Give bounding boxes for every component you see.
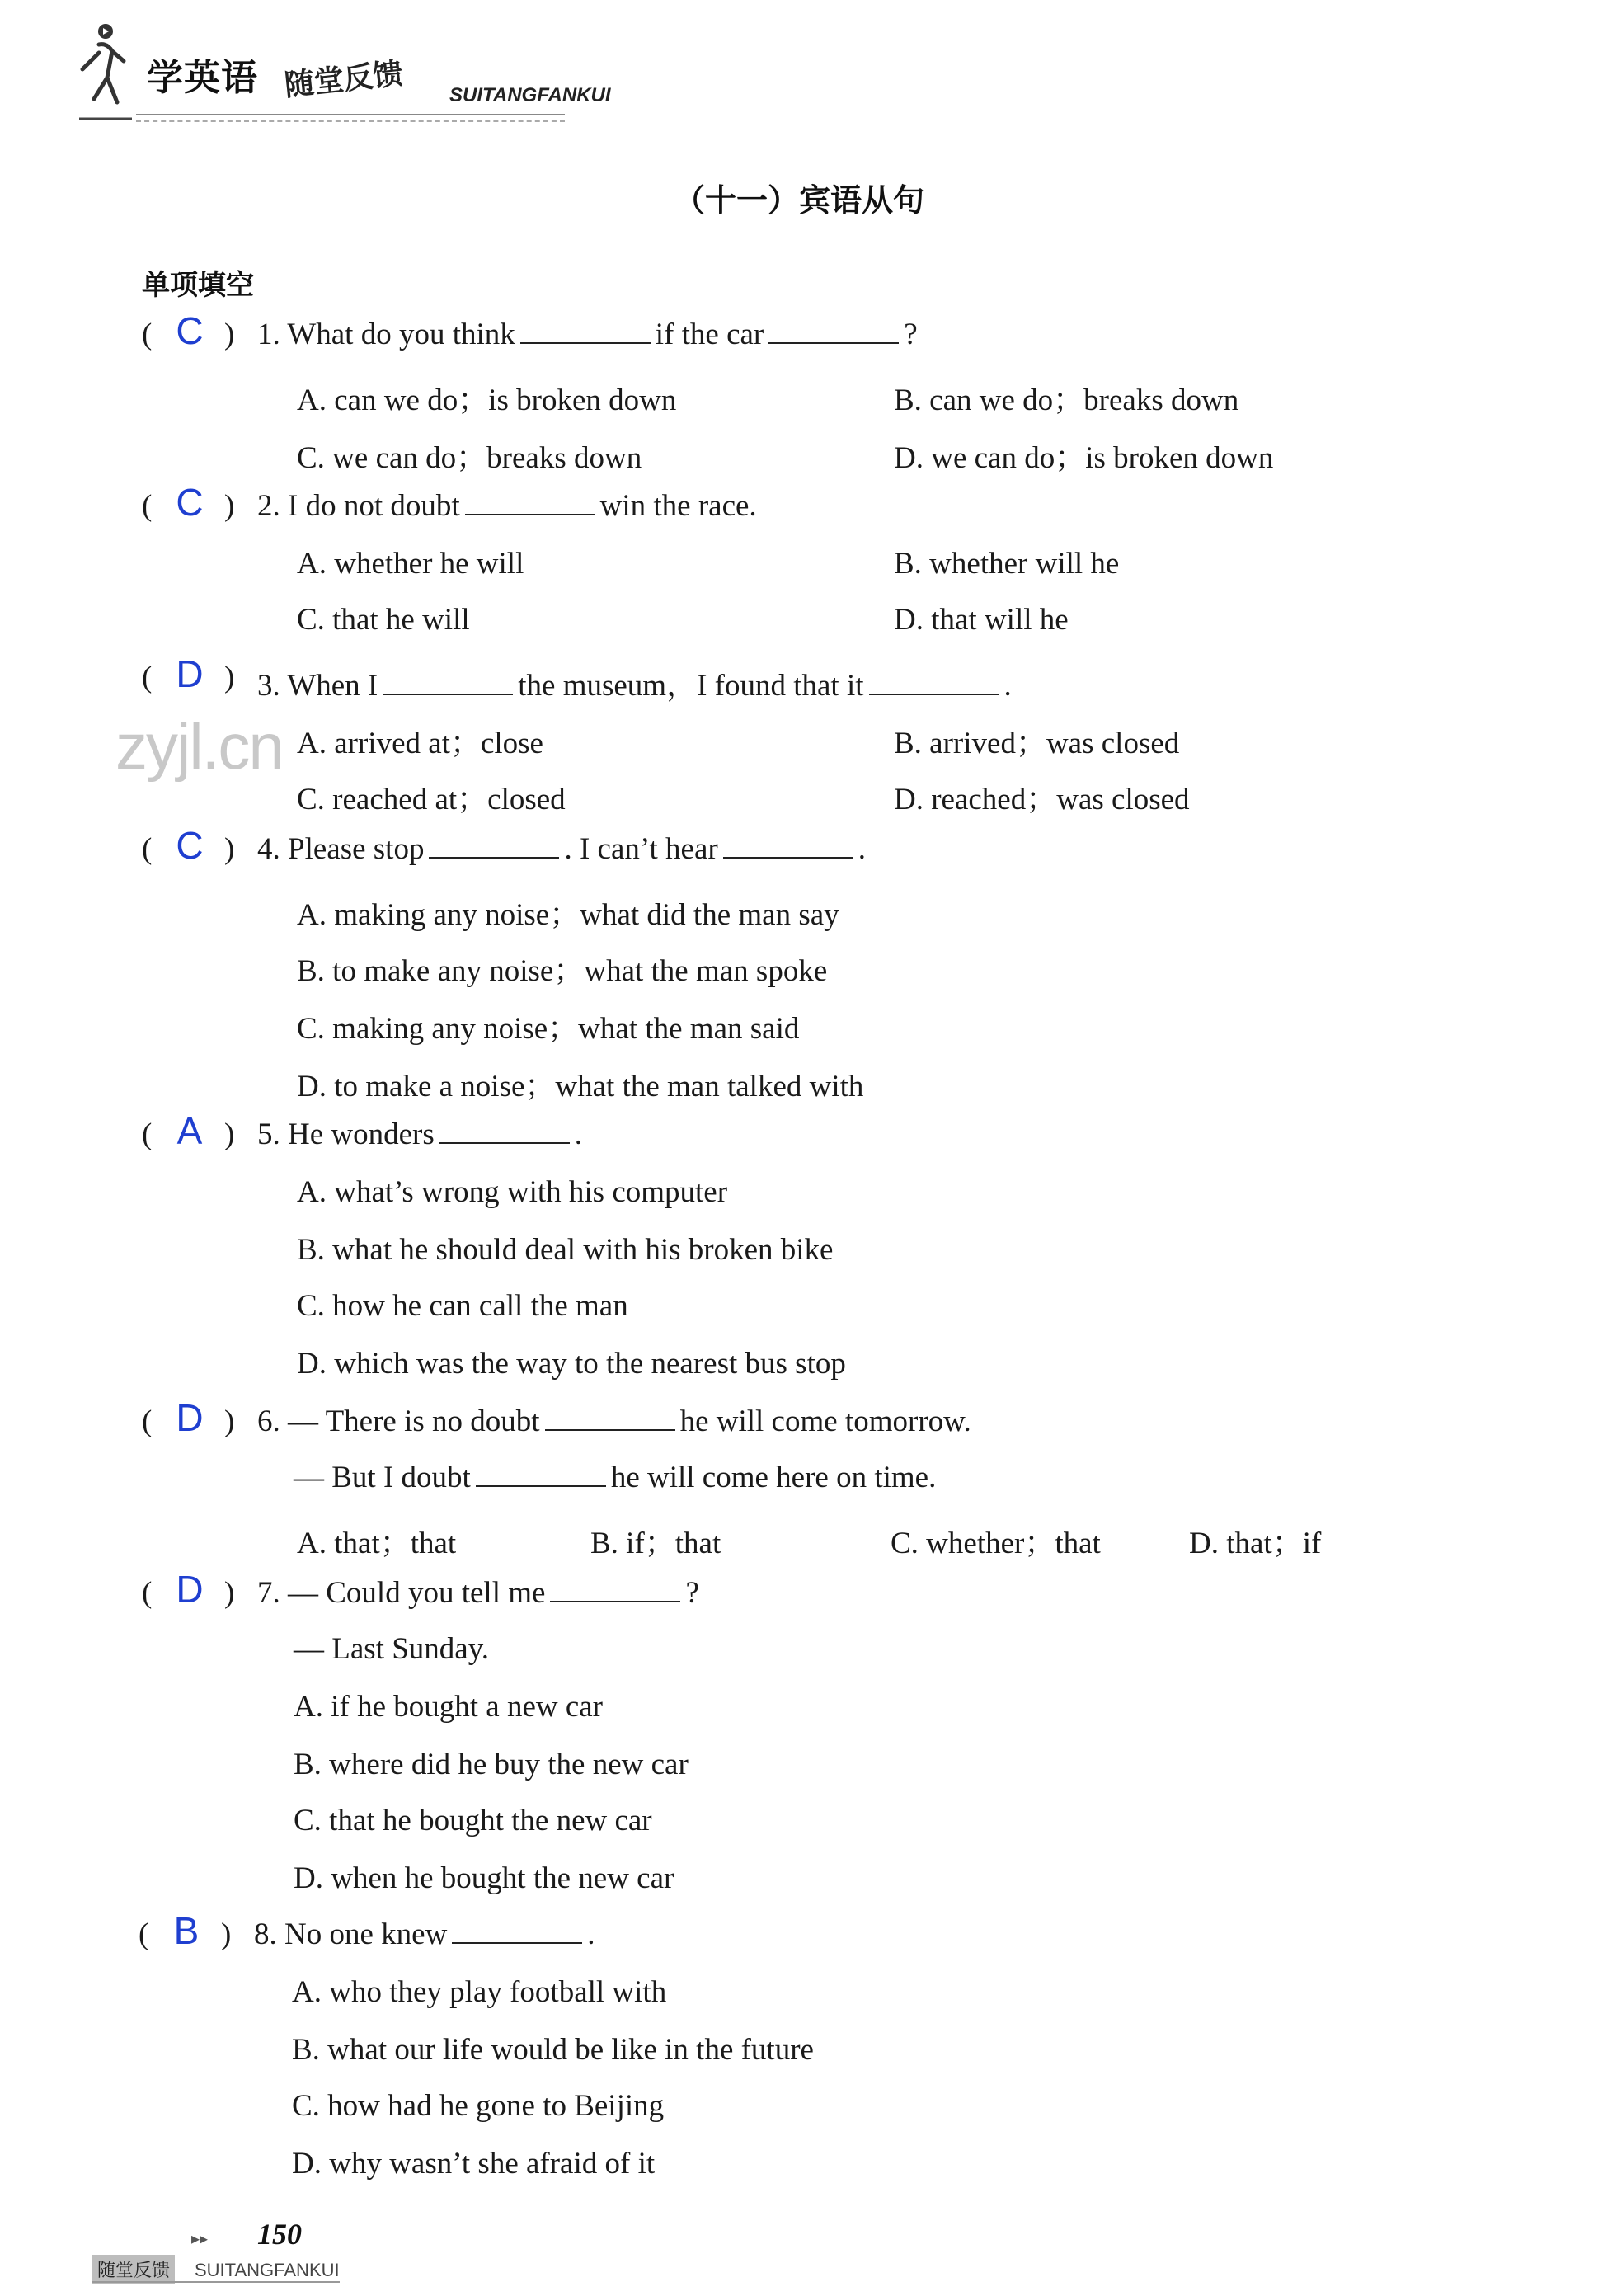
- paren-open: (: [139, 1917, 149, 1951]
- paren-open: (: [142, 1117, 153, 1151]
- question-stem: 6. — There is no doubt he will come tomorrow.: [257, 1404, 971, 1438]
- option-c: C. we can do；breaks down: [297, 441, 642, 475]
- option-b: B. whether will he: [894, 547, 1120, 581]
- page-number: 150: [257, 2218, 302, 2251]
- answer-blank: [465, 489, 595, 515]
- logo-figure-icon: [74, 20, 140, 127]
- paren-open: (: [142, 318, 153, 351]
- question-stem: 3. When I the museum，I found that it .: [257, 669, 1012, 703]
- header-rule: [136, 114, 565, 115]
- question-stem: 7. — Could you tell me ?: [257, 1576, 699, 1610]
- option-a: A. who they play football with: [292, 1975, 667, 2009]
- paren-open: (: [142, 1576, 153, 1610]
- answer-blank: [723, 832, 853, 859]
- paren-open: (: [142, 661, 153, 694]
- option-c: C. reached at；closed: [297, 783, 566, 816]
- paren-close: ): [224, 1117, 235, 1151]
- option-b: B. arrived；was closed: [894, 727, 1180, 760]
- option-c: C. how had he gone to Beijing: [292, 2089, 665, 2123]
- header-dashed-rule: [136, 120, 565, 122]
- option-c: C. making any noise；what the man said: [297, 1012, 800, 1046]
- paren-open: (: [142, 1404, 153, 1438]
- option-a: A. what’s wrong with his computer: [297, 1175, 728, 1209]
- option-a: A. if he bought a new car: [294, 1690, 604, 1724]
- answer-8: B: [173, 1909, 200, 1952]
- answer-7: D: [176, 1568, 204, 1611]
- question-stem: 5. He wonders .: [257, 1117, 583, 1151]
- answer-blank: [768, 318, 899, 344]
- option-c: C. that he will: [297, 603, 470, 637]
- answer-5: A: [176, 1109, 203, 1152]
- option-d: D. which was the way to the nearest bus stop: [297, 1347, 846, 1381]
- answer-blank: [452, 1917, 582, 1944]
- paren-close: ): [224, 1576, 235, 1610]
- answer-blank: [476, 1461, 606, 1487]
- answer-4: C: [176, 824, 204, 867]
- option-c: C. whether；that: [891, 1527, 1101, 1560]
- option-a: A. arrived at；close: [297, 727, 543, 760]
- paren-close: ): [224, 832, 235, 866]
- option-a: A. can we do；is broken down: [297, 383, 677, 417]
- answer-blank: [550, 1576, 680, 1602]
- question-stem-line-2: — But I doubt he will come here on time.: [294, 1461, 937, 1494]
- paren-close: ): [224, 318, 235, 351]
- answer-blank: [429, 832, 559, 859]
- option-c: C. how he can call the man: [297, 1289, 628, 1323]
- paren-open: (: [142, 489, 153, 523]
- brand-english: SUITANGFANKUI: [449, 84, 611, 106]
- answer-1: C: [176, 309, 204, 352]
- paren-close: ): [224, 489, 235, 523]
- option-d: D. reached；was closed: [894, 783, 1190, 816]
- answer-blank: [869, 669, 999, 695]
- option-a: A. that；that: [297, 1527, 457, 1560]
- answer-blank: [383, 669, 513, 695]
- page-title: （十一）宾语从句: [673, 182, 924, 219]
- question-stem-line-2: — Last Sunday.: [294, 1632, 490, 1666]
- option-a: A. whether he will: [297, 547, 524, 581]
- answer-2: C: [176, 481, 204, 524]
- option-d: D. to make a noise；what the man talked with: [297, 1070, 864, 1103]
- footer-label: 随堂反馈: [92, 2255, 175, 2284]
- paren-close: ): [224, 661, 235, 694]
- question-stem: 8. No one knew .: [254, 1917, 595, 1951]
- answer-blank: [520, 318, 651, 344]
- question-stem: 2. I do not doubt win the race.: [257, 489, 757, 523]
- option-b: B. can we do；breaks down: [894, 383, 1239, 417]
- option-c: C. that he bought the new car: [294, 1804, 652, 1837]
- option-b: B. what our life would be like in the future: [292, 2033, 814, 2067]
- option-d: D. that；if: [1189, 1527, 1322, 1560]
- paren-close: ): [224, 1404, 235, 1438]
- footer-arrow-icon: ▸▸: [191, 2228, 209, 2248]
- option-d: D. when he bought the new car: [294, 1861, 674, 1895]
- option-d: D. why wasn’t she afraid of it: [292, 2147, 656, 2181]
- question-stem: 4. Please stop . I can’t hear .: [257, 832, 866, 866]
- option-b: B. where did he buy the new car: [294, 1748, 689, 1781]
- option-d: D. that will he: [894, 603, 1069, 637]
- answer-blank: [439, 1117, 570, 1144]
- watermark: zyjl.cn: [115, 710, 283, 783]
- answer-3: D: [176, 652, 204, 695]
- option-b: B. if；that: [590, 1527, 721, 1560]
- paren-close: ): [221, 1917, 232, 1951]
- brand-subtitle: 随堂反馈: [283, 57, 405, 103]
- footer-rule: [92, 2281, 340, 2283]
- option-d: D. we can do；is broken down: [894, 441, 1274, 475]
- option-b: B. to make any noise；what the man spoke: [297, 954, 828, 988]
- answer-6: D: [176, 1396, 204, 1439]
- footer-english-label: SUITANGFANKUI: [195, 2260, 340, 2280]
- brand-title: 学英语: [147, 57, 258, 99]
- question-stem: 1. What do you think if the car ?: [257, 318, 918, 351]
- option-b: B. what he should deal with his broken bike: [297, 1233, 834, 1267]
- answer-blank: [545, 1404, 675, 1431]
- option-a: A. making any noise；what did the man say: [297, 898, 839, 932]
- paren-open: (: [142, 832, 153, 866]
- section-title: 单项填空: [142, 269, 254, 302]
